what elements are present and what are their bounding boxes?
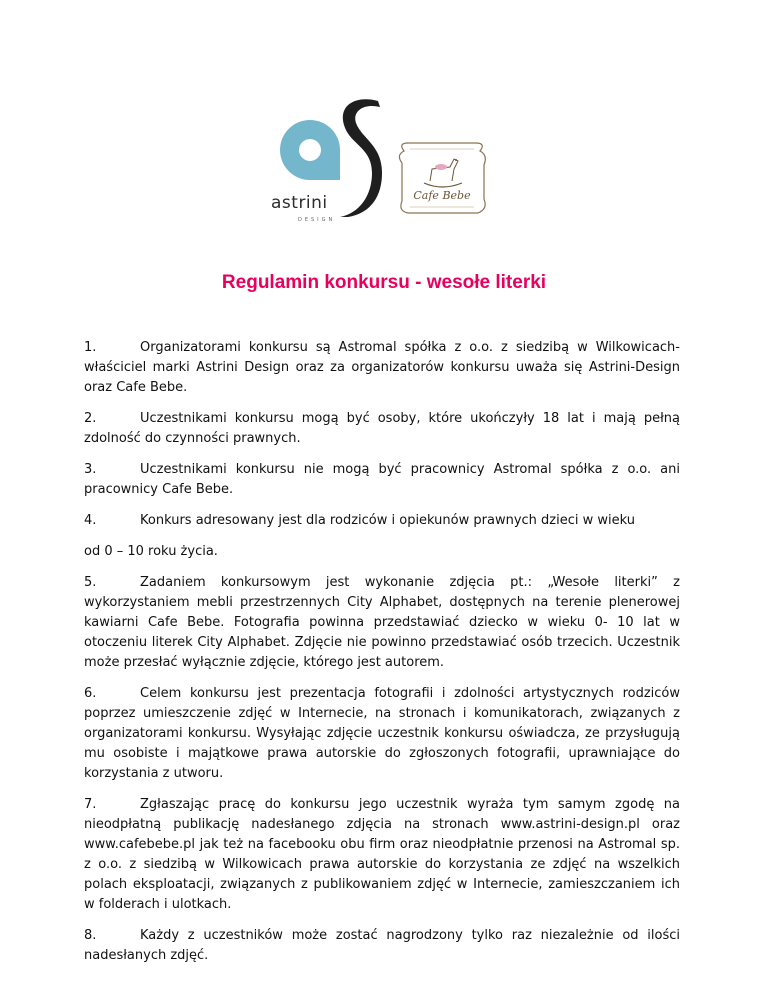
rule-item: [84, 511, 680, 531]
astrini-wordmark: astrini: [271, 193, 328, 213]
rule-text: od 0 – 10 roku życia.: [84, 544, 218, 559]
rule-item: [84, 795, 680, 915]
rule-number: 8.: [84, 928, 97, 943]
rule-number: 6.: [84, 686, 97, 701]
rule-text: Zadaniem konkursowym jest wykonanie zdjęcia pt.: „Wesołe literki” z wykorzystaniem mebli przestrzennych City Alphabet, dostępnych na terenie plenerowej kawiarni Cafe Bebe. Fotografia powinna przedstawiać dziecko w wieku 0- 10 lat w otoczeniu literek City Alphabet. Zdjęcie nie powinno przedstawiać osób trzecich. Uczestnik może przesłać wyłącznie zdjęcie, którego jest autorem.: [84, 575, 680, 670]
rule-text: Celem konkursu jest prezentacja fotografii i zdolności artystycznych rodziców poprzez umieszczenie zdjęć w Internecie, na stronach i komunikatorach, związanych z organizatorami konkursu. Wysyłając zdjęcie uczestnik konkursu oświadcza, ze przysługują mu osobiste i majątkowe prawa autorskie do zgłoszonych fotografii, uprawniające do korzystania z utworu.: [84, 686, 680, 781]
rule-number: 3.: [84, 462, 97, 477]
rule-item-continuation: [84, 542, 680, 562]
astrini-subtitle: DESIGN: [298, 217, 336, 223]
astrini-design-logo: [268, 95, 386, 223]
rule-text: Uczestnikami konkursu mogą być osoby, które ukończyły 18 lat i mają pełną zdolność do czynności prawnych.: [84, 411, 680, 446]
rule-text: Konkurs adresowany jest dla rodziców i opiekunów prawnych dzieci w wieku: [140, 513, 635, 528]
rule-item: [84, 684, 680, 784]
cafe-bebe-frame-icon: [396, 137, 488, 221]
rule-text: Zgłaszając pracę do konkursu jego uczestnik wyraża tym samym zgodę na nieodpłatną publikację nadesłanego zdjęcia na stronach www.astrini-design.pl oraz www.cafebebe.pl jak też na facebooku obu firm oraz nieodpłatnie przenosi na Astromal sp. z o.o. z siedzibą w Wilkowicach prawa autorskie do korzystania ze zdjęć na wszelkich polach eksploatacji, związanych z publikowaniem zdjęć w Internecie, zamieszczaniem ich w folderach i ulotkach.: [84, 797, 680, 912]
rule-text: Organizatorami konkursu są Astromal spółka z o.o. z siedzibą w Wilkowicach-właściciel marki Astrini Design oraz za organizatorów konkursu uważa się Astrini-Design oraz Cafe Bebe.: [84, 340, 680, 395]
rules-list: [84, 338, 680, 977]
rule-item: [84, 338, 680, 398]
rule-number: 1.: [84, 340, 97, 355]
rule-number: 2.: [84, 411, 97, 426]
logo-area: [268, 95, 528, 235]
cafe-bebe-wordmark: Cafe Bebe: [413, 189, 471, 202]
rule-number: 5.: [84, 575, 97, 590]
cafe-bebe-logo: [396, 137, 488, 221]
rule-text: Każdy z uczestników może zostać nagrodzony tylko raz niezależnie od ilości nadesłanych zdjęć.: [84, 928, 680, 963]
rule-text: Uczestnikami konkursu nie mogą być pracownicy Astromal spółka z o.o. ani pracownicy Cafe Bebe.: [84, 462, 680, 497]
rule-number: 7.: [84, 797, 97, 812]
rule-item: [84, 573, 680, 673]
rule-item: [84, 460, 680, 500]
rule-number: 4.: [84, 513, 97, 528]
rule-item: [84, 409, 680, 449]
document-title: Regulamin konkursu - wesołe literki: [221, 272, 547, 293]
rule-item: [84, 926, 680, 966]
